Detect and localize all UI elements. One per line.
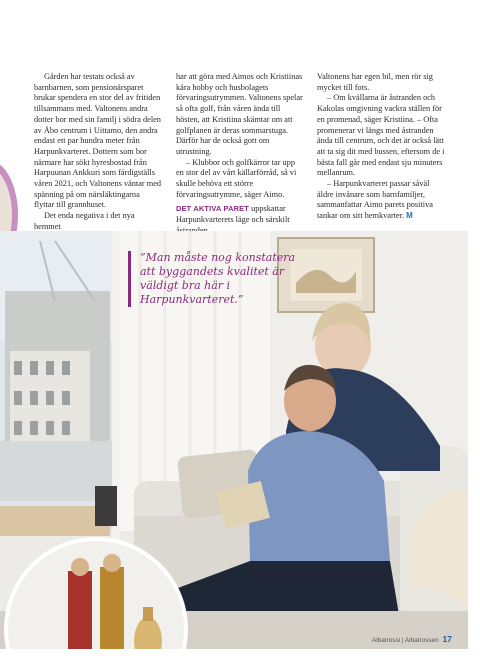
page-number: 17 [442,634,452,644]
paragraph: har att göra med Aimos och Kristiinas kära hobby och husbolagets förvaringsutrymmen. Valtonens spelar så ofta golf, från våren ända till hösten, att Kristiina skämtar om att golfplanen är deras sommarstuga. Därför har de också gott om utrustning. [176,72,303,156]
lead-in: DET AKTIVA PARET [176,204,249,214]
paragraph: Gården har testats också av barnbarnen, som pensionärsparet brukar spendera en stor del av fritiden tillsammans med. Valtonens andra dotter bor med sin familj i södra delen av Åbo centrum i Uittamo, den andra endast ett par hundra meter från Harpunkvarteret. Dottern som bor närmare har sökt hyresbostad från Harpuunan Ankkuri som färdigställs våren 2021, och Valtonens väntar med spänning på om närsläktingarna flyttar till grannhuset. [34,72,162,210]
page-footer [372,634,452,644]
article-column-3 [317,72,447,222]
pull-quote: ”Man måste nog konstatera att byggandets kvalitet är väldigt bra här i Harpunkvarteret.” [128,251,302,307]
magazine-name: Albatrossi | Albatrossen [372,637,439,644]
paragraph: – Klubbor och golfkärror tar upp en stor del av vårt källarförråd, så vi skulle behöva ett större förvaringsutrymme, säger Aimo. [176,157,297,199]
end-mark-icon: M [406,211,413,221]
article-column-2 [176,72,304,237]
paragraph: Valtonens har egen bil, men rör sig mycket till fots. [317,72,433,92]
paragraph: – Om kvällarna är åstranden och Kakolas omgivning vackra ställen för en promenad, säger Kristiina. – Ofta promenerar vi längs med åstranden ända till centrum, och det är också lätt att ta sig dit med bussen, eftersom de i bästa fall går med endast sju minuters mellanrum. [317,93,445,178]
article-column-1 [34,72,162,233]
paragraph: Det enda negativa i det nya hemmet [34,211,135,231]
paragraph [317,179,447,222]
lead-in-rest: uppskattar Harpunkvarterets läge och särskilt [176,204,290,225]
paragraph-text: – Harpunkvarteret passar såväl äldre invånare som barnfamiljer, sammanfattar Aimo parets positiva tankar om sitt hemkvarter. [317,179,433,221]
